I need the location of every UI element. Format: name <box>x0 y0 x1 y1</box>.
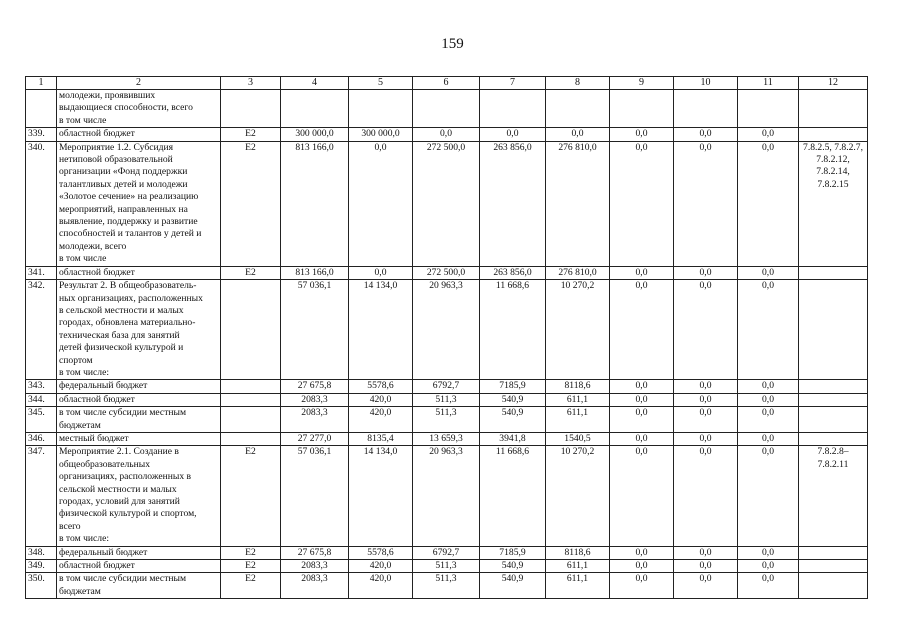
value-cell: 0,0 <box>674 560 738 573</box>
value-cell: 263 856,0 <box>480 266 546 279</box>
indicator-refs <box>799 546 868 559</box>
value-cell: 8118,6 <box>546 546 610 559</box>
value-cell <box>281 90 349 128</box>
budget-code <box>221 280 281 380</box>
value-cell: 0,0 <box>738 141 799 266</box>
value-cell: 3941,8 <box>480 432 546 445</box>
value-cell <box>674 90 738 128</box>
row-name-line: нетиповой образовательной <box>59 154 173 166</box>
table-row <box>26 546 868 559</box>
row-name-line: бюджетам <box>59 419 101 431</box>
value-cell: 27 675,8 <box>281 546 349 559</box>
value-cell: 276 810,0 <box>546 141 610 266</box>
budget-code: Е2 <box>221 266 281 279</box>
row-name-line: спортом <box>59 354 93 366</box>
row-name-line: «Золотое сечение» на реализацию <box>59 191 199 203</box>
value-cell: 6792,7 <box>413 546 480 559</box>
value-cell: 0,0 <box>610 560 674 573</box>
value-cell: 10 270,2 <box>546 446 610 546</box>
row-number: 343. <box>26 380 57 393</box>
value-cell: 0,0 <box>480 128 546 141</box>
value-cell: 0,0 <box>738 432 799 445</box>
indicator-refs <box>799 280 868 380</box>
value-cell: 8135,4 <box>349 432 413 445</box>
budget-code: Е2 <box>221 546 281 559</box>
value-cell: 8118,6 <box>546 380 610 393</box>
value-cell: 611,1 <box>546 573 610 599</box>
value-cell: 0,0 <box>738 446 799 546</box>
value-cell: 0,0 <box>674 546 738 559</box>
row-name-line: Результат 2. В общеобразователь- <box>59 280 197 292</box>
row-number: 348. <box>26 546 57 559</box>
value-cell: 0,0 <box>610 573 674 599</box>
value-cell: 0,0 <box>738 393 799 406</box>
indicator-refs <box>799 560 868 573</box>
value-cell: 2083,3 <box>281 560 349 573</box>
row-name-line: областной бюджет <box>59 393 135 405</box>
row-number: 340. <box>26 141 57 266</box>
budget-code <box>221 393 281 406</box>
value-cell: 272 500,0 <box>413 266 480 279</box>
row-name-line: городах, условий для занятий <box>59 496 180 507</box>
table-row <box>26 432 868 445</box>
column-header: 2 <box>57 77 221 90</box>
indicator-refs <box>799 141 868 266</box>
row-name-line: в том числе субсидии местным <box>59 407 187 419</box>
indicator-refs <box>799 407 868 433</box>
value-cell: 0,0 <box>674 393 738 406</box>
indicator-refs <box>799 90 868 128</box>
value-cell: 0,0 <box>610 407 674 433</box>
budget-code <box>221 407 281 433</box>
column-header: 3 <box>221 77 281 90</box>
row-name-line: местный бюджет <box>59 432 129 444</box>
row-name <box>57 128 221 141</box>
row-name-line: в том числе <box>59 253 107 265</box>
value-cell: 0,0 <box>674 266 738 279</box>
value-cell: 0,0 <box>674 141 738 266</box>
row-name <box>57 380 221 393</box>
value-cell: 540,9 <box>480 573 546 599</box>
value-cell: 511,3 <box>413 573 480 599</box>
value-cell: 420,0 <box>349 407 413 433</box>
row-name-line: федеральный бюджет <box>59 380 148 392</box>
table-row <box>26 128 868 141</box>
value-cell: 0,0 <box>738 380 799 393</box>
indicator-ref-line: 7.8.2.15 <box>817 178 849 190</box>
indicator-ref-line: 7.8.2.12, <box>816 154 850 166</box>
value-cell: 27 675,8 <box>281 380 349 393</box>
row-name-line: областной бюджет <box>59 128 135 140</box>
value-cell: 300 000,0 <box>349 128 413 141</box>
row-name <box>57 141 221 266</box>
value-cell: 20 963,3 <box>413 280 480 380</box>
indicator-refs <box>799 446 868 546</box>
row-name <box>57 573 221 599</box>
value-cell: 2083,3 <box>281 393 349 406</box>
table-row <box>26 407 868 433</box>
value-cell: 11 668,6 <box>480 446 546 546</box>
value-cell: 0,0 <box>738 573 799 599</box>
budget-code: Е2 <box>221 141 281 266</box>
value-cell: 1540,5 <box>546 432 610 445</box>
row-name-line: организации «Фонд поддержки <box>59 166 188 178</box>
value-cell: 511,3 <box>413 560 480 573</box>
value-cell: 611,1 <box>546 393 610 406</box>
column-header: 6 <box>413 77 480 90</box>
column-header: 7 <box>480 77 546 90</box>
row-name-line: выявление, поддержку и развитие <box>59 216 198 228</box>
value-cell: 7185,9 <box>480 380 546 393</box>
row-name-line: в том числе субсидии местным <box>59 573 187 585</box>
value-cell: 420,0 <box>349 573 413 599</box>
indicator-refs <box>799 393 868 406</box>
row-name <box>57 280 221 380</box>
value-cell: 0,0 <box>610 446 674 546</box>
value-cell <box>413 90 480 128</box>
value-cell: 813 166,0 <box>281 141 349 266</box>
table-row <box>26 266 868 279</box>
value-cell: 0,0 <box>413 128 480 141</box>
value-cell: 300 000,0 <box>281 128 349 141</box>
indicator-refs <box>799 128 868 141</box>
value-cell: 7185,9 <box>480 546 546 559</box>
row-name-line: в сельской местности и малых <box>59 304 184 316</box>
value-cell: 0,0 <box>738 560 799 573</box>
row-name-line: талантливых детей и молодежи <box>59 178 188 190</box>
value-cell: 611,1 <box>546 407 610 433</box>
value-cell <box>546 90 610 128</box>
indicator-refs <box>799 266 868 279</box>
row-name-line: Мероприятие 1.2. Субсидия <box>59 141 174 153</box>
value-cell: 0,0 <box>610 280 674 380</box>
row-number: 342. <box>26 280 57 380</box>
indicator-refs <box>799 380 868 393</box>
value-cell: 14 134,0 <box>349 280 413 380</box>
value-cell: 2083,3 <box>281 407 349 433</box>
row-name-line: общеобразовательных <box>59 458 150 470</box>
value-cell: 13 659,3 <box>413 432 480 445</box>
indicator-ref-line: 7.8.2.11 <box>817 458 849 470</box>
value-cell: 57 036,1 <box>281 280 349 380</box>
value-cell <box>480 90 546 128</box>
value-cell: 0,0 <box>738 266 799 279</box>
row-number: 339. <box>26 128 57 141</box>
header-row <box>26 77 868 90</box>
row-name-line: выдающиеся способности, всего <box>59 102 193 114</box>
row-number: 341. <box>26 266 57 279</box>
row-name-line: бюджетам <box>59 585 101 597</box>
row-name <box>57 446 221 546</box>
budget-code: Е2 <box>221 128 281 141</box>
value-cell: 0,0 <box>546 128 610 141</box>
value-cell: 511,3 <box>413 407 480 433</box>
value-cell <box>738 90 799 128</box>
table-row <box>26 141 868 266</box>
value-cell: 0,0 <box>610 141 674 266</box>
indicator-ref-line: 7.8.2.5, 7.8.2.7, <box>803 141 863 153</box>
row-name <box>57 393 221 406</box>
row-name-line: организациях, расположенных в <box>59 471 192 483</box>
row-name-line: ных организациях, расположенных <box>59 292 203 304</box>
value-cell: 0,0 <box>674 573 738 599</box>
column-header: 12 <box>799 77 868 90</box>
value-cell: 57 036,1 <box>281 446 349 546</box>
row-number: 344. <box>26 393 57 406</box>
row-name-line: в том числе: <box>59 366 110 378</box>
column-header: 5 <box>349 77 413 90</box>
value-cell: 0,0 <box>674 128 738 141</box>
table-row <box>26 380 868 393</box>
budget-code: Е2 <box>221 560 281 573</box>
row-name-line: федеральный бюджет <box>59 546 148 558</box>
value-cell: 0,0 <box>610 546 674 559</box>
row-name-line: способностей и талантов у детей и <box>59 228 202 240</box>
value-cell: 0,0 <box>738 280 799 380</box>
row-name <box>57 266 221 279</box>
table-row <box>26 446 868 546</box>
row-number: 347. <box>26 446 57 546</box>
row-name <box>57 546 221 559</box>
value-cell: 0,0 <box>610 432 674 445</box>
budget-code <box>221 90 281 128</box>
value-cell: 0,0 <box>674 446 738 546</box>
row-name-line: городах, обновлена материально- <box>59 317 196 329</box>
value-cell <box>349 90 413 128</box>
value-cell: 0,0 <box>674 432 738 445</box>
row-name-line: молодежи, всего <box>59 240 127 252</box>
row-name-line: в том числе: <box>59 533 110 545</box>
indicator-refs <box>799 573 868 599</box>
row-name-line: областной бюджет <box>59 560 135 572</box>
value-cell: 540,9 <box>480 407 546 433</box>
row-name <box>57 432 221 445</box>
row-name-line: областной бюджет <box>59 266 135 278</box>
row-name-line: Мероприятие 2.1. Создание в <box>59 446 179 458</box>
budget-code: Е2 <box>221 446 281 546</box>
row-name-line: техническая база для занятий <box>59 329 180 341</box>
value-cell: 0,0 <box>738 128 799 141</box>
column-header: 1 <box>26 77 57 90</box>
row-number: 350. <box>26 573 57 599</box>
table-row <box>26 560 868 573</box>
page-number: 159 <box>441 36 464 52</box>
value-cell: 5578,6 <box>349 546 413 559</box>
column-header: 8 <box>546 77 610 90</box>
row-name <box>57 560 221 573</box>
value-cell: 540,9 <box>480 560 546 573</box>
row-name <box>57 407 221 433</box>
value-cell: 0,0 <box>349 141 413 266</box>
value-cell: 0,0 <box>738 407 799 433</box>
value-cell: 2083,3 <box>281 573 349 599</box>
value-cell: 420,0 <box>349 560 413 573</box>
row-number <box>26 90 57 128</box>
indicator-ref-line: 7.8.2.14, <box>816 166 850 178</box>
budget-code: Е2 <box>221 573 281 599</box>
row-number: 345. <box>26 407 57 433</box>
value-cell: 0,0 <box>610 393 674 406</box>
value-cell: 0,0 <box>674 280 738 380</box>
value-cell: 0,0 <box>610 128 674 141</box>
value-cell: 0,0 <box>674 407 738 433</box>
value-cell: 540,9 <box>480 393 546 406</box>
value-cell: 420,0 <box>349 393 413 406</box>
row-name-line: физической культурой и спортом, <box>59 508 197 520</box>
column-header: 11 <box>738 77 799 90</box>
value-cell: 10 270,2 <box>546 280 610 380</box>
column-header: 10 <box>674 77 738 90</box>
value-cell <box>610 90 674 128</box>
row-name-line: мероприятий, направленных на <box>59 203 188 215</box>
row-number: 349. <box>26 560 57 573</box>
table-body <box>26 90 868 599</box>
row-name-line: детей физической культурой и <box>59 342 184 354</box>
value-cell: 27 277,0 <box>281 432 349 445</box>
value-cell: 20 963,3 <box>413 446 480 546</box>
budget-code <box>221 432 281 445</box>
row-name <box>57 90 221 128</box>
table-row <box>26 393 868 406</box>
budget-table <box>25 76 868 599</box>
row-name-line: в том числе <box>59 114 107 126</box>
value-cell: 0,0 <box>349 266 413 279</box>
value-cell: 0,0 <box>610 266 674 279</box>
value-cell: 272 500,0 <box>413 141 480 266</box>
value-cell: 0,0 <box>674 380 738 393</box>
table-row <box>26 280 868 380</box>
budget-code <box>221 380 281 393</box>
indicator-refs <box>799 432 868 445</box>
value-cell: 0,0 <box>738 546 799 559</box>
value-cell: 14 134,0 <box>349 446 413 546</box>
table-row <box>26 573 868 599</box>
row-name-line: сельской местности и малых <box>59 483 177 495</box>
value-cell: 511,3 <box>413 393 480 406</box>
row-number: 346. <box>26 432 57 445</box>
indicator-ref-line: 7.8.2.8– <box>817 446 849 458</box>
value-cell: 813 166,0 <box>281 266 349 279</box>
value-cell: 5578,6 <box>349 380 413 393</box>
row-name-line: всего <box>59 520 81 532</box>
value-cell: 6792,7 <box>413 380 480 393</box>
column-header: 4 <box>281 77 349 90</box>
table-row <box>26 90 868 128</box>
row-name-line: молодежи, проявивших <box>59 90 156 101</box>
value-cell: 276 810,0 <box>546 266 610 279</box>
column-header: 9 <box>610 77 674 90</box>
value-cell: 11 668,6 <box>480 280 546 380</box>
value-cell: 611,1 <box>546 560 610 573</box>
value-cell: 263 856,0 <box>480 141 546 266</box>
value-cell: 0,0 <box>610 380 674 393</box>
